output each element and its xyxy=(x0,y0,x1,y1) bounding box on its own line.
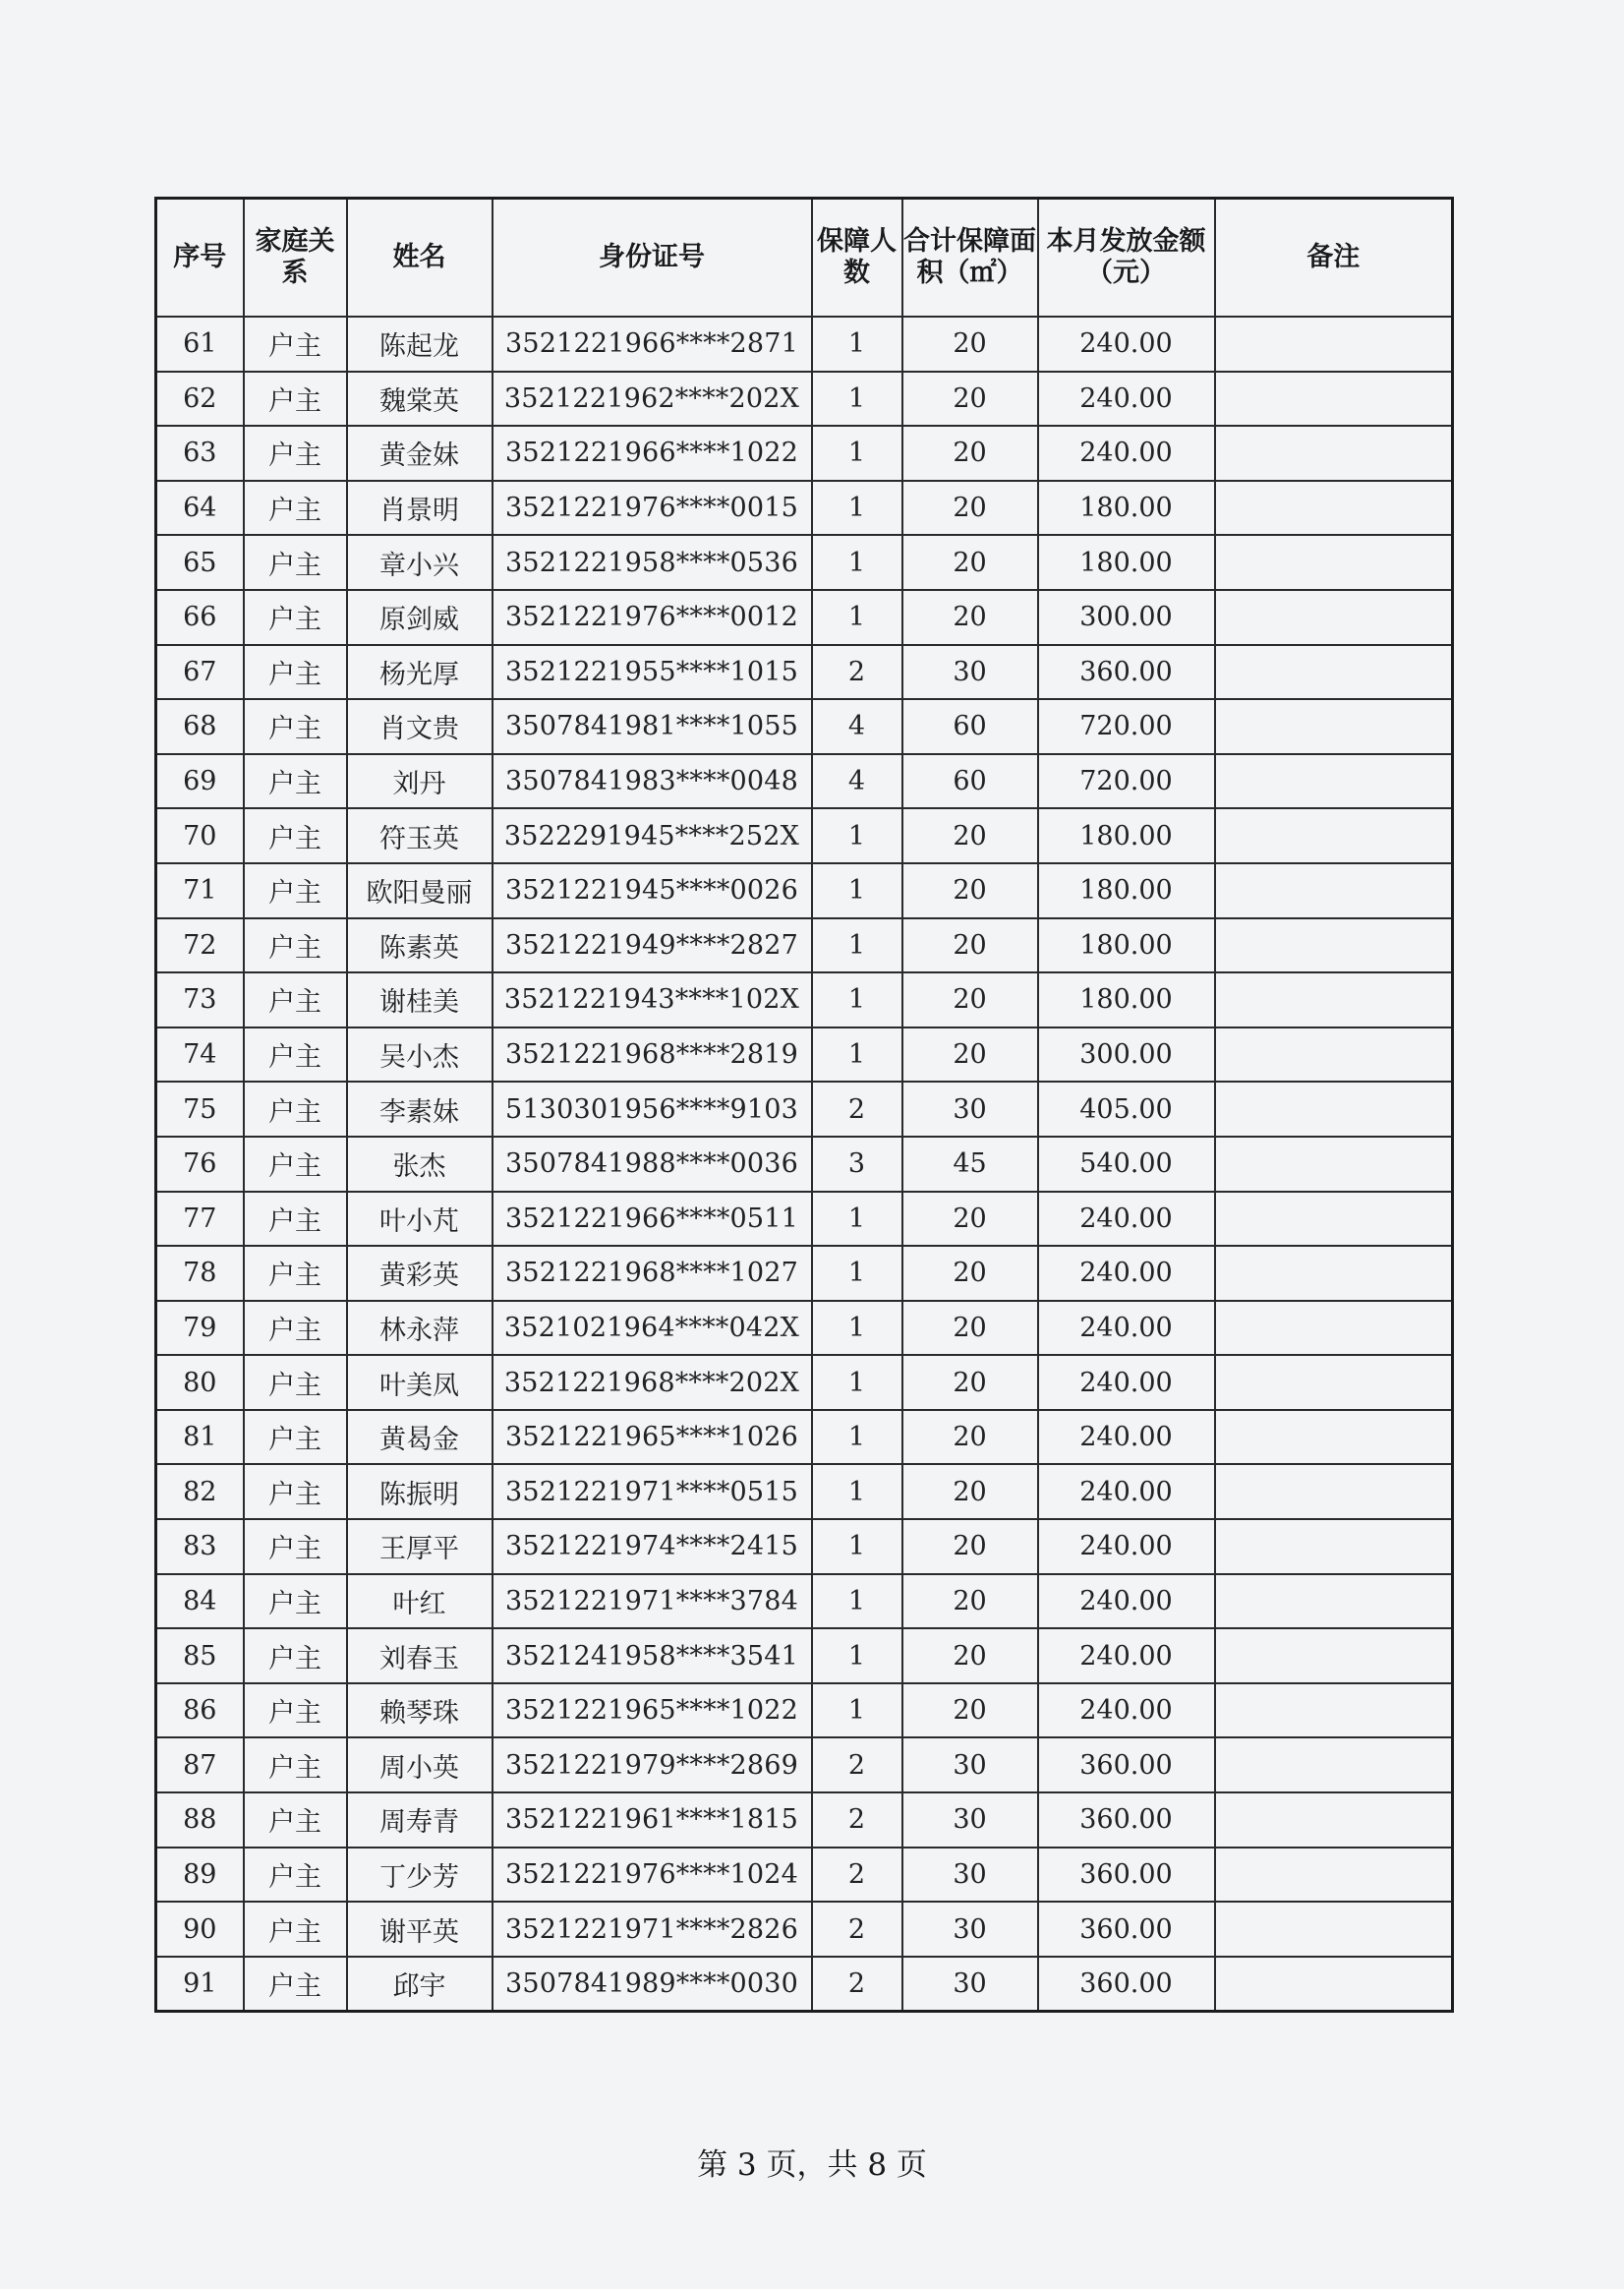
cell-area: 45 xyxy=(902,1137,1038,1192)
cell-id-number: 3507841981****1055 xyxy=(493,699,812,754)
cell-relation: 户主 xyxy=(244,1848,347,1903)
cell-name: 黄曷金 xyxy=(347,1410,493,1465)
cell-relation: 户主 xyxy=(244,863,347,918)
cell-name: 肖文贵 xyxy=(347,699,493,754)
cell-amount: 240.00 xyxy=(1038,317,1215,372)
cell-area: 60 xyxy=(902,699,1038,754)
cell-amount: 180.00 xyxy=(1038,808,1215,863)
cell-id-number: 3521221962****202X xyxy=(493,372,812,427)
cell-persons: 2 xyxy=(812,1902,902,1957)
cell-relation: 户主 xyxy=(244,754,347,809)
header-area: 合计保障面积（㎡） xyxy=(902,199,1038,318)
cell-amount: 240.00 xyxy=(1038,1355,1215,1410)
cell-relation: 户主 xyxy=(244,918,347,973)
cell-relation: 户主 xyxy=(244,699,347,754)
cell-persons: 2 xyxy=(812,1737,902,1792)
table-row xyxy=(156,918,1453,973)
cell-seq: 80 xyxy=(156,1355,244,1410)
cell-persons: 1 xyxy=(812,863,902,918)
cell-remark xyxy=(1215,1737,1453,1792)
cell-name: 符玉英 xyxy=(347,808,493,863)
cell-name: 谢平英 xyxy=(347,1902,493,1957)
cell-name: 王厚平 xyxy=(347,1519,493,1574)
cell-persons: 1 xyxy=(812,1355,902,1410)
table-row xyxy=(156,1902,1453,1957)
cell-name: 肖景明 xyxy=(347,481,493,536)
cell-id-number: 3521221971****2826 xyxy=(493,1902,812,1957)
cell-persons: 1 xyxy=(812,317,902,372)
cell-area: 20 xyxy=(902,863,1038,918)
cell-relation: 户主 xyxy=(244,1519,347,1574)
table-row xyxy=(156,1683,1453,1738)
table-row xyxy=(156,972,1453,1027)
cell-persons: 1 xyxy=(812,1628,902,1683)
cell-seq: 87 xyxy=(156,1737,244,1792)
cell-relation: 户主 xyxy=(244,1137,347,1192)
cell-persons: 1 xyxy=(812,426,902,481)
cell-id-number: 3521221965****1026 xyxy=(493,1410,812,1465)
cell-amount: 360.00 xyxy=(1038,1902,1215,1957)
cell-area: 20 xyxy=(902,1027,1038,1083)
cell-amount: 240.00 xyxy=(1038,1574,1215,1629)
cell-remark xyxy=(1215,1902,1453,1957)
cell-seq: 81 xyxy=(156,1410,244,1465)
cell-persons: 1 xyxy=(812,1246,902,1301)
cell-name: 周寿青 xyxy=(347,1792,493,1848)
table-body xyxy=(156,317,1453,2012)
cell-remark xyxy=(1215,1628,1453,1683)
cell-persons: 1 xyxy=(812,1301,902,1356)
cell-remark xyxy=(1215,1355,1453,1410)
table-row xyxy=(156,863,1453,918)
cell-remark xyxy=(1215,972,1453,1027)
cell-area: 30 xyxy=(902,1848,1038,1903)
cell-amount: 360.00 xyxy=(1038,1792,1215,1848)
cell-seq: 75 xyxy=(156,1082,244,1137)
cell-persons: 3 xyxy=(812,1137,902,1192)
cell-area: 20 xyxy=(902,1464,1038,1519)
cell-seq: 88 xyxy=(156,1792,244,1848)
table-row xyxy=(156,1082,1453,1137)
cell-seq: 83 xyxy=(156,1519,244,1574)
cell-area: 20 xyxy=(902,1628,1038,1683)
cell-persons: 2 xyxy=(812,645,902,700)
cell-persons: 1 xyxy=(812,808,902,863)
cell-id-number: 3521221943****102X xyxy=(493,972,812,1027)
cell-persons: 2 xyxy=(812,1082,902,1137)
cell-relation: 户主 xyxy=(244,1082,347,1137)
header-persons: 保障人数 xyxy=(812,199,902,318)
cell-area: 20 xyxy=(902,1192,1038,1247)
cell-amount: 180.00 xyxy=(1038,863,1215,918)
cell-seq: 84 xyxy=(156,1574,244,1629)
cell-seq: 65 xyxy=(156,535,244,590)
cell-remark xyxy=(1215,699,1453,754)
cell-name: 赖琴珠 xyxy=(347,1683,493,1738)
table-row xyxy=(156,372,1453,427)
cell-relation: 户主 xyxy=(244,808,347,863)
cell-remark xyxy=(1215,754,1453,809)
cell-persons: 4 xyxy=(812,754,902,809)
table-row xyxy=(156,1464,1453,1519)
cell-seq: 90 xyxy=(156,1902,244,1957)
cell-amount: 240.00 xyxy=(1038,1519,1215,1574)
header-seq: 序号 xyxy=(156,199,244,318)
table-row xyxy=(156,1410,1453,1465)
cell-id-number: 3507841989****0030 xyxy=(493,1957,812,2012)
cell-persons: 1 xyxy=(812,1683,902,1738)
cell-id-number: 3521221965****1022 xyxy=(493,1683,812,1738)
table-row xyxy=(156,1192,1453,1247)
cell-area: 20 xyxy=(902,426,1038,481)
cell-amount: 360.00 xyxy=(1038,645,1215,700)
cell-remark xyxy=(1215,863,1453,918)
cell-area: 20 xyxy=(902,372,1038,427)
table-row xyxy=(156,808,1453,863)
cell-remark xyxy=(1215,1301,1453,1356)
cell-name: 魏棠英 xyxy=(347,372,493,427)
cell-area: 20 xyxy=(902,1410,1038,1465)
table-row xyxy=(156,1737,1453,1792)
cell-amount: 360.00 xyxy=(1038,1737,1215,1792)
cell-amount: 240.00 xyxy=(1038,1246,1215,1301)
cell-relation: 户主 xyxy=(244,645,347,700)
cell-name: 邱宇 xyxy=(347,1957,493,2012)
cell-amount: 180.00 xyxy=(1038,535,1215,590)
cell-amount: 300.00 xyxy=(1038,590,1215,645)
header-id-number: 身份证号 xyxy=(493,199,812,318)
cell-id-number: 3521221949****2827 xyxy=(493,918,812,973)
cell-amount: 360.00 xyxy=(1038,1957,1215,2012)
cell-area: 20 xyxy=(902,1355,1038,1410)
cell-area: 20 xyxy=(902,1574,1038,1629)
table-row xyxy=(156,426,1453,481)
cell-name: 吴小杰 xyxy=(347,1027,493,1083)
cell-remark xyxy=(1215,1574,1453,1629)
header-remark: 备注 xyxy=(1215,199,1453,318)
header-relation: 家庭关系 xyxy=(244,199,347,318)
cell-remark xyxy=(1215,808,1453,863)
cell-remark xyxy=(1215,1137,1453,1192)
table-row xyxy=(156,1628,1453,1683)
cell-name: 陈振明 xyxy=(347,1464,493,1519)
cell-seq: 63 xyxy=(156,426,244,481)
cell-id-number: 3522291945****252X xyxy=(493,808,812,863)
cell-id-number: 3521221966****2871 xyxy=(493,317,812,372)
cell-id-number: 3507841983****0048 xyxy=(493,754,812,809)
cell-amount: 240.00 xyxy=(1038,426,1215,481)
cell-amount: 180.00 xyxy=(1038,481,1215,536)
cell-name: 黄彩英 xyxy=(347,1246,493,1301)
cell-remark xyxy=(1215,1246,1453,1301)
cell-name: 李素妹 xyxy=(347,1082,493,1137)
table-row xyxy=(156,645,1453,700)
cell-remark xyxy=(1215,1848,1453,1903)
cell-persons: 2 xyxy=(812,1957,902,2012)
cell-persons: 1 xyxy=(812,590,902,645)
cell-persons: 1 xyxy=(812,972,902,1027)
cell-id-number: 3521221979****2869 xyxy=(493,1737,812,1792)
cell-amount: 360.00 xyxy=(1038,1848,1215,1903)
cell-id-number: 3521221976****1024 xyxy=(493,1848,812,1903)
cell-relation: 户主 xyxy=(244,481,347,536)
cell-remark xyxy=(1215,317,1453,372)
cell-remark xyxy=(1215,1410,1453,1465)
table-row xyxy=(156,1574,1453,1629)
cell-name: 叶红 xyxy=(347,1574,493,1629)
cell-seq: 62 xyxy=(156,372,244,427)
cell-id-number: 3521221968****2819 xyxy=(493,1027,812,1083)
cell-relation: 户主 xyxy=(244,1410,347,1465)
cell-area: 30 xyxy=(902,1082,1038,1137)
cell-area: 20 xyxy=(902,1683,1038,1738)
cell-id-number: 3521221974****2415 xyxy=(493,1519,812,1574)
cell-seq: 86 xyxy=(156,1683,244,1738)
cell-id-number: 3521221945****0026 xyxy=(493,863,812,918)
table-row xyxy=(156,1137,1453,1192)
cell-persons: 1 xyxy=(812,1574,902,1629)
cell-id-number: 3521221955****1015 xyxy=(493,645,812,700)
cell-area: 20 xyxy=(902,317,1038,372)
cell-relation: 户主 xyxy=(244,1192,347,1247)
cell-relation: 户主 xyxy=(244,1355,347,1410)
cell-relation: 户主 xyxy=(244,317,347,372)
cell-area: 20 xyxy=(902,1301,1038,1356)
cell-relation: 户主 xyxy=(244,1683,347,1738)
cell-id-number: 3521221976****0012 xyxy=(493,590,812,645)
cell-amount: 405.00 xyxy=(1038,1082,1215,1137)
cell-seq: 66 xyxy=(156,590,244,645)
cell-relation: 户主 xyxy=(244,1737,347,1792)
cell-area: 20 xyxy=(902,972,1038,1027)
cell-persons: 1 xyxy=(812,1410,902,1465)
cell-id-number: 3521221966****1022 xyxy=(493,426,812,481)
cell-seq: 68 xyxy=(156,699,244,754)
cell-relation: 户主 xyxy=(244,1574,347,1629)
cell-amount: 240.00 xyxy=(1038,372,1215,427)
cell-name: 陈起龙 xyxy=(347,317,493,372)
cell-persons: 1 xyxy=(812,535,902,590)
cell-persons: 1 xyxy=(812,372,902,427)
cell-name: 张杰 xyxy=(347,1137,493,1192)
table-row xyxy=(156,481,1453,536)
cell-persons: 4 xyxy=(812,699,902,754)
cell-remark xyxy=(1215,645,1453,700)
cell-relation: 户主 xyxy=(244,1957,347,2012)
cell-amount: 240.00 xyxy=(1038,1464,1215,1519)
cell-id-number: 3521221966****0511 xyxy=(493,1192,812,1247)
cell-id-number: 3521021964****042X xyxy=(493,1301,812,1356)
cell-area: 20 xyxy=(902,918,1038,973)
cell-id-number: 3521241958****3541 xyxy=(493,1628,812,1683)
cell-amount: 240.00 xyxy=(1038,1628,1215,1683)
cell-remark xyxy=(1215,535,1453,590)
table-row xyxy=(156,317,1453,372)
cell-seq: 69 xyxy=(156,754,244,809)
cell-name: 陈素英 xyxy=(347,918,493,973)
cell-id-number: 3521221976****0015 xyxy=(493,481,812,536)
cell-seq: 64 xyxy=(156,481,244,536)
cell-area: 60 xyxy=(902,754,1038,809)
cell-seq: 77 xyxy=(156,1192,244,1247)
table-row xyxy=(156,1848,1453,1903)
cell-remark xyxy=(1215,372,1453,427)
cell-seq: 71 xyxy=(156,863,244,918)
cell-id-number: 3507841988****0036 xyxy=(493,1137,812,1192)
table-row xyxy=(156,1246,1453,1301)
cell-name: 叶美凤 xyxy=(347,1355,493,1410)
cell-area: 30 xyxy=(902,1902,1038,1957)
cell-seq: 73 xyxy=(156,972,244,1027)
cell-seq: 74 xyxy=(156,1027,244,1083)
cell-persons: 1 xyxy=(812,1464,902,1519)
cell-seq: 70 xyxy=(156,808,244,863)
cell-amount: 240.00 xyxy=(1038,1301,1215,1356)
cell-name: 杨光厚 xyxy=(347,645,493,700)
cell-id-number: 3521221971****0515 xyxy=(493,1464,812,1519)
cell-area: 20 xyxy=(902,1519,1038,1574)
cell-area: 20 xyxy=(902,535,1038,590)
cell-remark xyxy=(1215,1192,1453,1247)
cell-name: 叶小芃 xyxy=(347,1192,493,1247)
cell-name: 章小兴 xyxy=(347,535,493,590)
cell-remark xyxy=(1215,918,1453,973)
cell-seq: 76 xyxy=(156,1137,244,1192)
cell-relation: 户主 xyxy=(244,1301,347,1356)
cell-seq: 91 xyxy=(156,1957,244,2012)
cell-area: 20 xyxy=(902,481,1038,536)
cell-relation: 户主 xyxy=(244,426,347,481)
header-amount: 本月发放金额（元） xyxy=(1038,199,1215,318)
table-row xyxy=(156,535,1453,590)
cell-seq: 78 xyxy=(156,1246,244,1301)
cell-name: 刘春玉 xyxy=(347,1628,493,1683)
cell-persons: 1 xyxy=(812,1192,902,1247)
cell-relation: 户主 xyxy=(244,1902,347,1957)
cell-name: 丁少芳 xyxy=(347,1848,493,1903)
cell-name: 刘丹 xyxy=(347,754,493,809)
cell-persons: 1 xyxy=(812,1519,902,1574)
subsidy-table xyxy=(154,197,1454,2013)
cell-remark xyxy=(1215,481,1453,536)
cell-remark xyxy=(1215,426,1453,481)
cell-area: 20 xyxy=(902,590,1038,645)
cell-seq: 79 xyxy=(156,1301,244,1356)
cell-persons: 2 xyxy=(812,1848,902,1903)
cell-amount: 240.00 xyxy=(1038,1683,1215,1738)
cell-relation: 户主 xyxy=(244,972,347,1027)
cell-seq: 72 xyxy=(156,918,244,973)
cell-name: 谢桂美 xyxy=(347,972,493,1027)
cell-id-number: 3521221958****0536 xyxy=(493,535,812,590)
cell-persons: 2 xyxy=(812,1792,902,1848)
cell-remark xyxy=(1215,590,1453,645)
table-row xyxy=(156,1301,1453,1356)
cell-name: 欧阳曼丽 xyxy=(347,863,493,918)
cell-relation: 户主 xyxy=(244,1246,347,1301)
cell-amount: 720.00 xyxy=(1038,699,1215,754)
cell-area: 20 xyxy=(902,1246,1038,1301)
cell-area: 30 xyxy=(902,1737,1038,1792)
table-row xyxy=(156,1519,1453,1574)
cell-remark xyxy=(1215,1683,1453,1738)
cell-amount: 180.00 xyxy=(1038,918,1215,973)
cell-area: 30 xyxy=(902,645,1038,700)
cell-area: 30 xyxy=(902,1792,1038,1848)
table-header-row xyxy=(156,199,1453,318)
page-footer: 第 3 页，共 8 页 xyxy=(697,2147,927,2183)
cell-relation: 户主 xyxy=(244,1628,347,1683)
cell-id-number: 3521221968****1027 xyxy=(493,1246,812,1301)
cell-seq: 61 xyxy=(156,317,244,372)
cell-id-number: 5130301956****9103 xyxy=(493,1082,812,1137)
cell-amount: 540.00 xyxy=(1038,1137,1215,1192)
table-row xyxy=(156,699,1453,754)
cell-name: 原剑威 xyxy=(347,590,493,645)
cell-name: 黄金妹 xyxy=(347,426,493,481)
cell-seq: 82 xyxy=(156,1464,244,1519)
table-row xyxy=(156,1957,1453,2012)
cell-amount: 720.00 xyxy=(1038,754,1215,809)
cell-id-number: 3521221968****202X xyxy=(493,1355,812,1410)
cell-amount: 240.00 xyxy=(1038,1410,1215,1465)
cell-remark xyxy=(1215,1082,1453,1137)
cell-relation: 户主 xyxy=(244,590,347,645)
cell-remark xyxy=(1215,1519,1453,1574)
cell-remark xyxy=(1215,1792,1453,1848)
cell-id-number: 3521221961****1815 xyxy=(493,1792,812,1848)
cell-seq: 89 xyxy=(156,1848,244,1903)
cell-amount: 300.00 xyxy=(1038,1027,1215,1083)
cell-amount: 240.00 xyxy=(1038,1192,1215,1247)
cell-relation: 户主 xyxy=(244,1464,347,1519)
table-row xyxy=(156,1355,1453,1410)
cell-remark xyxy=(1215,1957,1453,2012)
cell-relation: 户主 xyxy=(244,372,347,427)
table-row xyxy=(156,1792,1453,1848)
cell-id-number: 3521221971****3784 xyxy=(493,1574,812,1629)
cell-area: 30 xyxy=(902,1957,1038,2012)
cell-seq: 85 xyxy=(156,1628,244,1683)
cell-relation: 户主 xyxy=(244,1027,347,1083)
header-name: 姓名 xyxy=(347,199,493,318)
cell-name: 林永萍 xyxy=(347,1301,493,1356)
cell-persons: 1 xyxy=(812,1027,902,1083)
cell-relation: 户主 xyxy=(244,1792,347,1848)
cell-persons: 1 xyxy=(812,918,902,973)
table-row xyxy=(156,1027,1453,1083)
cell-relation: 户主 xyxy=(244,535,347,590)
table-row xyxy=(156,754,1453,809)
cell-remark xyxy=(1215,1464,1453,1519)
table-row xyxy=(156,590,1453,645)
cell-amount: 180.00 xyxy=(1038,972,1215,1027)
cell-name: 周小英 xyxy=(347,1737,493,1792)
cell-persons: 1 xyxy=(812,481,902,536)
cell-remark xyxy=(1215,1027,1453,1083)
cell-seq: 67 xyxy=(156,645,244,700)
cell-area: 20 xyxy=(902,808,1038,863)
